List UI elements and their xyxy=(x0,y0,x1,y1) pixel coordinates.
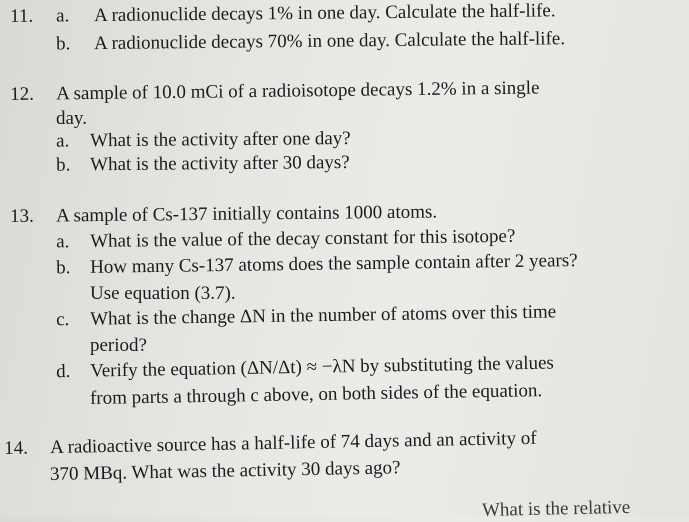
problem-number: 12. xyxy=(10,83,35,105)
problem-number: 11. xyxy=(10,5,34,27)
part-text: What is the value of the decay constant for this isotope? xyxy=(89,225,516,253)
problem-12-stem-line-2 xyxy=(56,108,87,130)
stem-text: A radioactive source has a half-life of 74 days and an activity of xyxy=(49,427,537,459)
cutoff-text-span: What is the relative xyxy=(481,496,631,521)
part-letter: c. xyxy=(55,309,70,331)
cutoff-text xyxy=(482,497,631,522)
stem-text: 370 MBq. What was the activity 30 days ago? xyxy=(49,457,401,485)
part-letter: a. xyxy=(55,130,70,152)
stem-text: day. xyxy=(56,108,87,129)
problem-number: 14. xyxy=(4,437,29,459)
problem-number: 13. xyxy=(10,205,34,227)
problem-13-part-b-line-2 xyxy=(90,283,236,305)
part-letter: a. xyxy=(55,5,70,27)
part-letter: d. xyxy=(55,360,71,383)
part-text: What is the change ΔN in the number of atoms over this time xyxy=(89,301,557,330)
problem-13-part-c-line-2 xyxy=(90,335,147,357)
part-text: Verify the equation (ΔN/Δt) ≈ −λN by substituting the values xyxy=(89,352,555,382)
stem-text: A sample of Cs-137 initially contains 1000 atoms. xyxy=(55,201,438,227)
part-text: What is the activity after one day? xyxy=(89,128,351,152)
part-letter: b. xyxy=(55,154,71,176)
part-letter: b. xyxy=(55,33,71,55)
problem-14-stem-line-2 xyxy=(50,457,401,486)
problem-13-part-d-line-2 xyxy=(90,380,543,410)
part-text: from parts a through c above, on both sides of the equation. xyxy=(89,380,543,409)
stem-text: A sample of 10.0 mCi of a radioisotope decays 1.2% in a single xyxy=(55,77,540,105)
part-text: Use equation (3.7). xyxy=(90,283,236,304)
part-text: A radionuclide decays 70% in one day. Calculate the half-life. xyxy=(93,28,566,55)
part-text: How many Cs-137 atoms does the sample contain after 2 years? xyxy=(89,250,578,278)
part-text: What is the activity after 30 days? xyxy=(89,152,350,176)
part-text: period? xyxy=(90,335,147,356)
part-letter: a. xyxy=(55,231,70,253)
part-text: A radionuclide decays 1% in one day. Calculate the half-life. xyxy=(93,0,556,27)
part-letter: b. xyxy=(55,257,71,279)
